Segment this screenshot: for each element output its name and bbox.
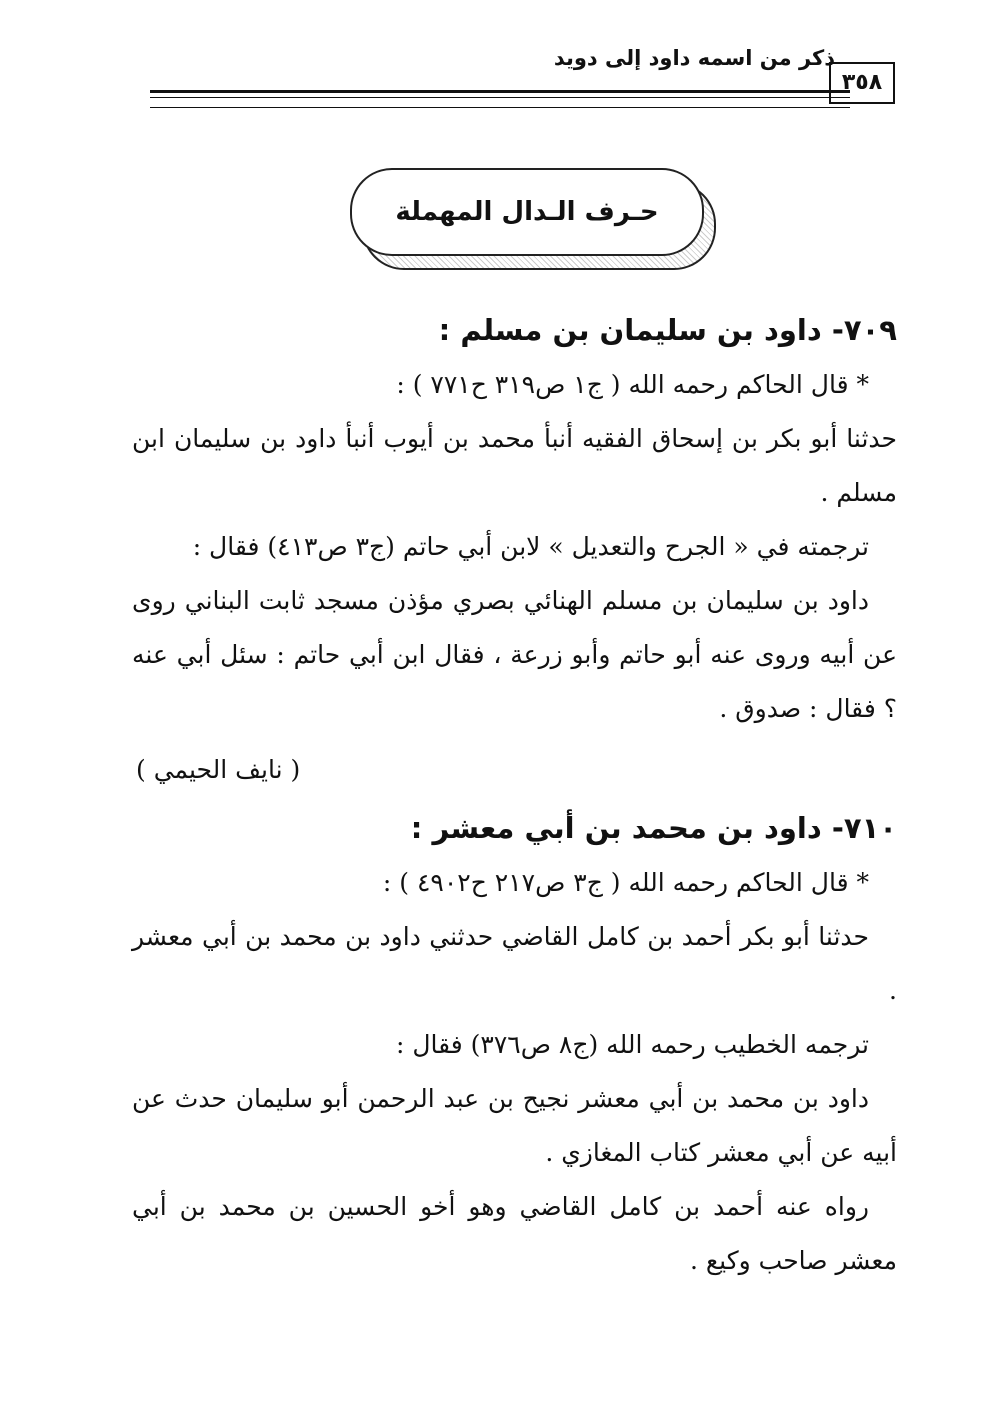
translation-text: داود بن سليمان بن مسلم الهنائي بصري مؤذن مسجد ثابت البناني روى عن أبيه وروى عنه أبو حاتم وأبو زرعة ، فقال ابن أبي حاتم : سئل أبي عنه ؟ فقال : صدوق .	[132, 586, 897, 723]
section-title: حـرف الـدال المهملة	[395, 197, 659, 227]
page-number: ٣٥٨	[829, 62, 895, 104]
signature	[132, 740, 897, 800]
page-body	[132, 302, 897, 1288]
translation-intro: ترجمته في « الجرح والتعديل » لابن أبي حاتم (ج٣ ص٤١٣) فقال :	[192, 532, 869, 561]
section-frame-front	[350, 168, 704, 256]
entry-heading: ٧٠٩- داود بن سليمان بن مسلم :	[438, 313, 897, 347]
narration: حدثنا أبو بكر بن إسحاق الفقيه أنبأ محمد بن أيوب أنبأ داود بن سليمان ابن مسلم .	[132, 424, 897, 507]
translation-text: داود بن محمد بن أبي معشر نجيح بن عبد الرحمن أبو سليمان حدث عن أبيه عن أبي معشر كتاب المغازي .	[132, 1084, 897, 1167]
entry-709	[132, 302, 897, 800]
running-title: ذكر من اسمه داود إلى دويد	[553, 46, 835, 70]
signature-text: ( نايف الحيمي )	[136, 755, 301, 784]
translation-text-2: رواه عنه أحمد بن كامل القاضي وهو أخو الحسين بن محمد بن أبي معشر صاحب وكيع .	[132, 1192, 897, 1275]
entry-heading: ٧١٠- داود بن محمد بن أبي معشر :	[410, 811, 897, 845]
narration: حدثنا أبو بكر أحمد بن كامل القاضي حدثني داود بن محمد بن أبي معشر .	[132, 922, 897, 1005]
translation-intro: ترجمه الخطيب رحمه الله (ج٨ ص٣٧٦) فقال :	[395, 1030, 869, 1059]
section-title-frame	[350, 168, 715, 268]
header-rule	[150, 90, 850, 108]
citation: * قال الحاكم رحمه الله ( ج١ ص٣١٩ ح٧٧١ ) :	[396, 370, 869, 399]
page-header	[150, 40, 895, 110]
entry-710	[132, 800, 897, 1288]
citation: * قال الحاكم رحمه الله ( ج٣ ص٢١٧ ح٤٩٠٢ ) :	[382, 868, 869, 897]
